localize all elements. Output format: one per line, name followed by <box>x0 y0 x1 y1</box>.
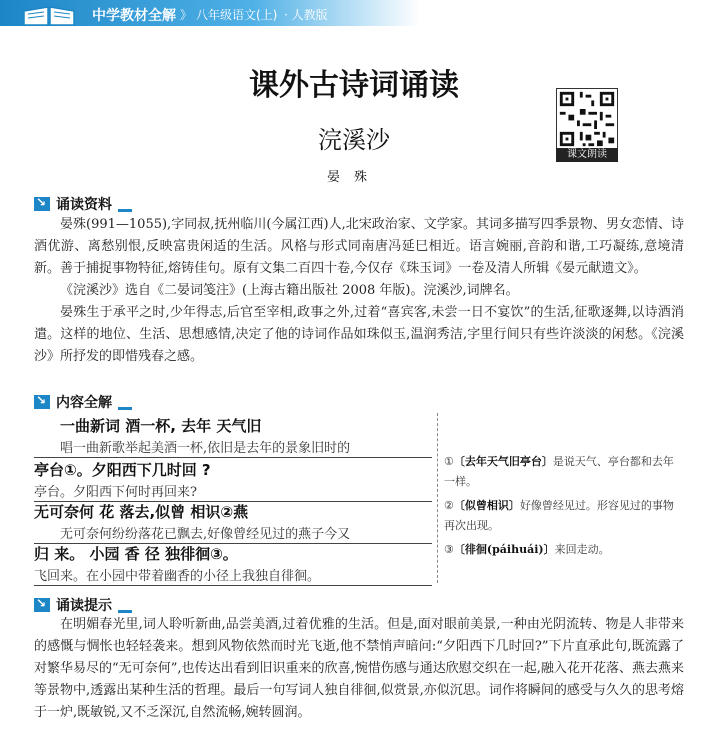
poem-author: 晏殊 <box>326 170 381 185</box>
poem-line-original: 亭台①。夕阳西下几时回 ? <box>34 461 211 479</box>
paragraph: 《浣溪沙》选自《二晏词笺注》(上海古籍出版社 2008 年版)。浣溪沙,词牌名。 <box>60 283 519 298</box>
content-lines <box>34 413 432 588</box>
edition-label: · 人教版 <box>284 8 328 22</box>
section-title: 内容全解 <box>56 395 112 411</box>
heading-underline <box>118 209 132 212</box>
paragraph: 晏殊生于承平之时,少年得志,后官至宰相,政事之外,过着“喜宾客,未尝一日不宴饮”的生活,征歌逐舞,以诗酒消遣。这样的地位、生活、思想感情,决定了他的诗词作品如珠似玉,温润秀洁,字里行间只有些许淡淡的闲愁。《浣溪沙》所抒发的即惜残春之感。 <box>34 305 684 364</box>
qr-label: 课文朗读 <box>556 148 618 162</box>
paragraph: 晏殊(991—1055),字同叔,抚州临川(今属江西)人,北宋政治家、文学家。其词多描写四季景物、男女恋情、诗酒优游、离愁别恨,反映富贵闲适的生活。风格与形式同南唐冯延巳相近。语言婉丽,音韵和谐,工巧凝练,意境清新。善于捕捉事物特征,熔铸佳句。原有文集二百四十卷,今仅存《珠玉词》一卷及清人所辑《晏元献遗文》。 <box>34 217 684 276</box>
arrow-icon <box>34 395 50 409</box>
section-reading-material-heading <box>34 194 132 214</box>
poem-line-original: 归 来。 小园 香 径 独徘徊③。 <box>34 545 238 563</box>
page-title: 课外古诗词诵读 <box>249 68 459 103</box>
arrow-icon <box>34 197 50 211</box>
page-header <box>0 0 708 30</box>
line-rule <box>34 457 432 458</box>
note-item: ③〔徘徊(páihuái)〕来回走动。 <box>444 543 610 556</box>
series-name: 中学教材全解 <box>92 8 176 24</box>
poem-line-translation: 无可奈何纷纷落花已飘去,好像曾经见过的燕子今又 <box>60 527 351 542</box>
heading-underline <box>118 407 132 410</box>
section-title: 诵读提示 <box>56 598 112 614</box>
poem-title: 浣溪沙 <box>318 126 390 154</box>
note-item: ②〔似曾相识〕好像曾经见过。形容见过的事物再次出现。 <box>444 499 674 532</box>
poem-line-translation: 飞回来。在小园中带着幽香的小径上我独自徘徊。 <box>34 569 321 584</box>
poem-line-original: 无可奈何 花 落去,似曾 相识②燕 <box>34 503 249 521</box>
poem-line-original: 一曲新词 酒一杯, 去年 天气旧 <box>60 417 262 435</box>
arrow-icon <box>34 598 50 612</box>
tips-body <box>34 614 684 724</box>
paragraph: 在明媚春光里,词人聆听新曲,品尝美酒,过着优雅的生活。但是,面对眼前美景,一种由光阴流转、物是人非带来的感慨与惆怅也轻轻袭来。想到风物依然而时光飞逝,他不禁悄声暗问:“夕阳西下几时回?”下片直承此句,既流露了对繁华易尽的“无可奈何”,也传达出看到旧识重来的欣喜,惋惜伤感与通达欣慰交织在一起,融入花开花落、燕去燕来等景物中,透露出某种生活的哲理。最后一句写词人独自徘徊,似赏景,亦似沉思。词作将瞬间的感受与久久的思考熔于一炉,既敏锐,又不乏深沉,自然流畅,婉转圆润。 <box>34 617 684 720</box>
poem-line-translation: 亭台。夕阳西下何时再回来? <box>34 485 197 500</box>
open-book-icon <box>22 3 76 27</box>
reading-material-body <box>34 214 684 368</box>
line-rule <box>34 585 432 586</box>
header-separator: 》 <box>180 8 193 22</box>
grade-label: 八年级语文(上) <box>196 8 278 22</box>
qr-code[interactable] <box>556 88 618 150</box>
section-title: 诵读资料 <box>56 197 112 213</box>
note-item: ①〔去年天气旧亭台〕是说天气、亭台都和去年一样。 <box>444 455 674 488</box>
section-content-heading <box>34 392 132 412</box>
section-tips-heading <box>34 595 132 615</box>
notes-list <box>444 452 684 564</box>
notes-divider <box>437 413 438 583</box>
poem-line-translation: 唱一曲新歌举起美酒一杯,依旧是去年的景象旧时的 <box>60 441 351 456</box>
heading-underline <box>118 610 132 613</box>
